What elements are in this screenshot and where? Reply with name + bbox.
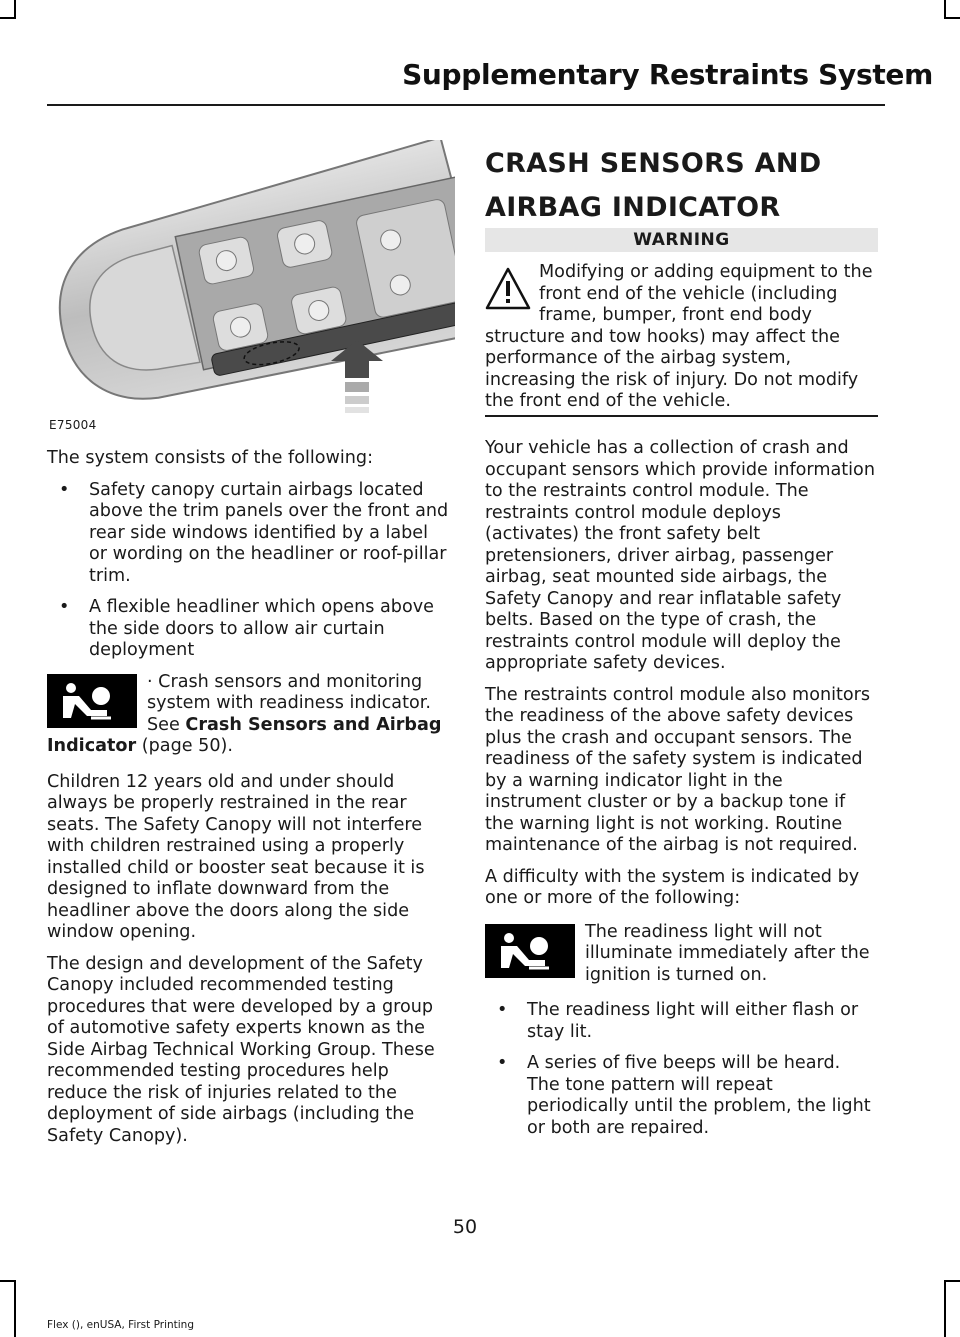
crop-mark [0,17,16,19]
list-item: • A flexible headliner which opens above the side doors to allow air curtain deployment [47,597,449,662]
page-title: Supplementary Restraints System [402,58,933,91]
footer-text: Flex (), enUSA, First Printing [47,1319,194,1331]
crop-mark [14,1280,16,1337]
crop-mark [944,0,946,18]
component-list [47,480,449,662]
symptom-list [485,1000,878,1139]
page-reference: (page 50). [136,736,234,756]
intro-text: The system consists of the following: [47,448,374,468]
warning-text: Modifying or adding equipment to the front end of the vehicle (including frame, bumper, front end body structure and tow hooks) may affect the performance of the airbag system, increasing the risk of injury. Do not modify the front end of the vehicle. [485,262,873,411]
crop-mark [944,1280,946,1337]
crop-mark [944,1280,960,1282]
section-title [485,146,885,226]
crash-sensors-link[interactable]: Crash Sensors and Airbag Indicator [47,714,442,756]
warning-box [485,262,878,413]
warning-triangle-icon [485,266,531,312]
crop-mark [944,17,960,19]
indicator-text: · Crash sensors and monitoring system with readiness indicator. See [147,671,431,735]
right-column [485,438,878,1149]
crop-mark [14,0,16,18]
airbag-indicator-paragraph [47,672,449,758]
paragraph: Your vehicle has a collection of crash and occupant sensors which provide information to the restraints control module. The restraints control module deploys (activates) the front safety belt pretensioners, driver airbag, passenger airbag, seat mounted side airbags, the Safety Canopy and rear inflatable safety belts. Based on the type of crash, the restraints control module will deploy the appropriate safety devices. [485,438,875,673]
vehicle-figure [47,140,455,430]
list-item: • The readiness light will either flash or stay lit. [485,1000,878,1043]
section-title-line: AIRBAG INDICATOR [485,192,781,223]
warning-header: WARNING [485,228,878,252]
crop-mark [0,1280,16,1282]
paragraph: A difficulty with the system is indicated by one or more of the following: [485,866,860,908]
section-title-line: CRASH SENSORS AND [485,148,822,179]
vehicle-topview-illustration [47,140,455,430]
airbag-readiness-icon [485,924,575,978]
paragraph: The restraints control module also monitors the readiness of the above safety devices plus the crash and occupant sensors. The readiness of the safety system is indicated by a warning indicator light in the instrument cluster or by a backup tone if the warning light is not working. Routine maintenance of the airbag is not required. [485,684,871,855]
paragraph: The design and development of the Safety Canopy included recommended testing procedures that were developed by a group of automotive safety experts known as the Side Airbag Technical Working Group. These recommended testing procedures help reduce the risk of injuries related to the deployment of side airbags (including the Safety Canopy). [47,953,435,1146]
airbag-warning-icon [47,674,137,728]
readiness-text: The readiness light will not illuminate immediately after the ignition is turned on. [585,921,870,985]
paragraph: Children 12 years old and under should always be properly restrained in the rear seats. The Safety Canopy will not interfere with children restrained using a properly installed child or booster seat because it is designed to inflate downward from the headliner above the doors along the side window opening. [47,771,425,942]
list-item: • Safety canopy curtain airbags located above the trim panels over the front and rear side windows identified by a label or wording on the headliner or roof-pillar trim. [47,480,449,588]
readiness-light-paragraph [485,922,878,987]
header-divider [47,104,885,106]
warning-divider [485,415,878,417]
left-column [47,448,449,1157]
page-number: 50 [452,1216,478,1238]
list-item: • A series of five beeps will be heard. The tone pattern will repeat periodically until the problem, the light or both are repaired. [485,1053,878,1139]
figure-label: E75004 [49,418,97,432]
